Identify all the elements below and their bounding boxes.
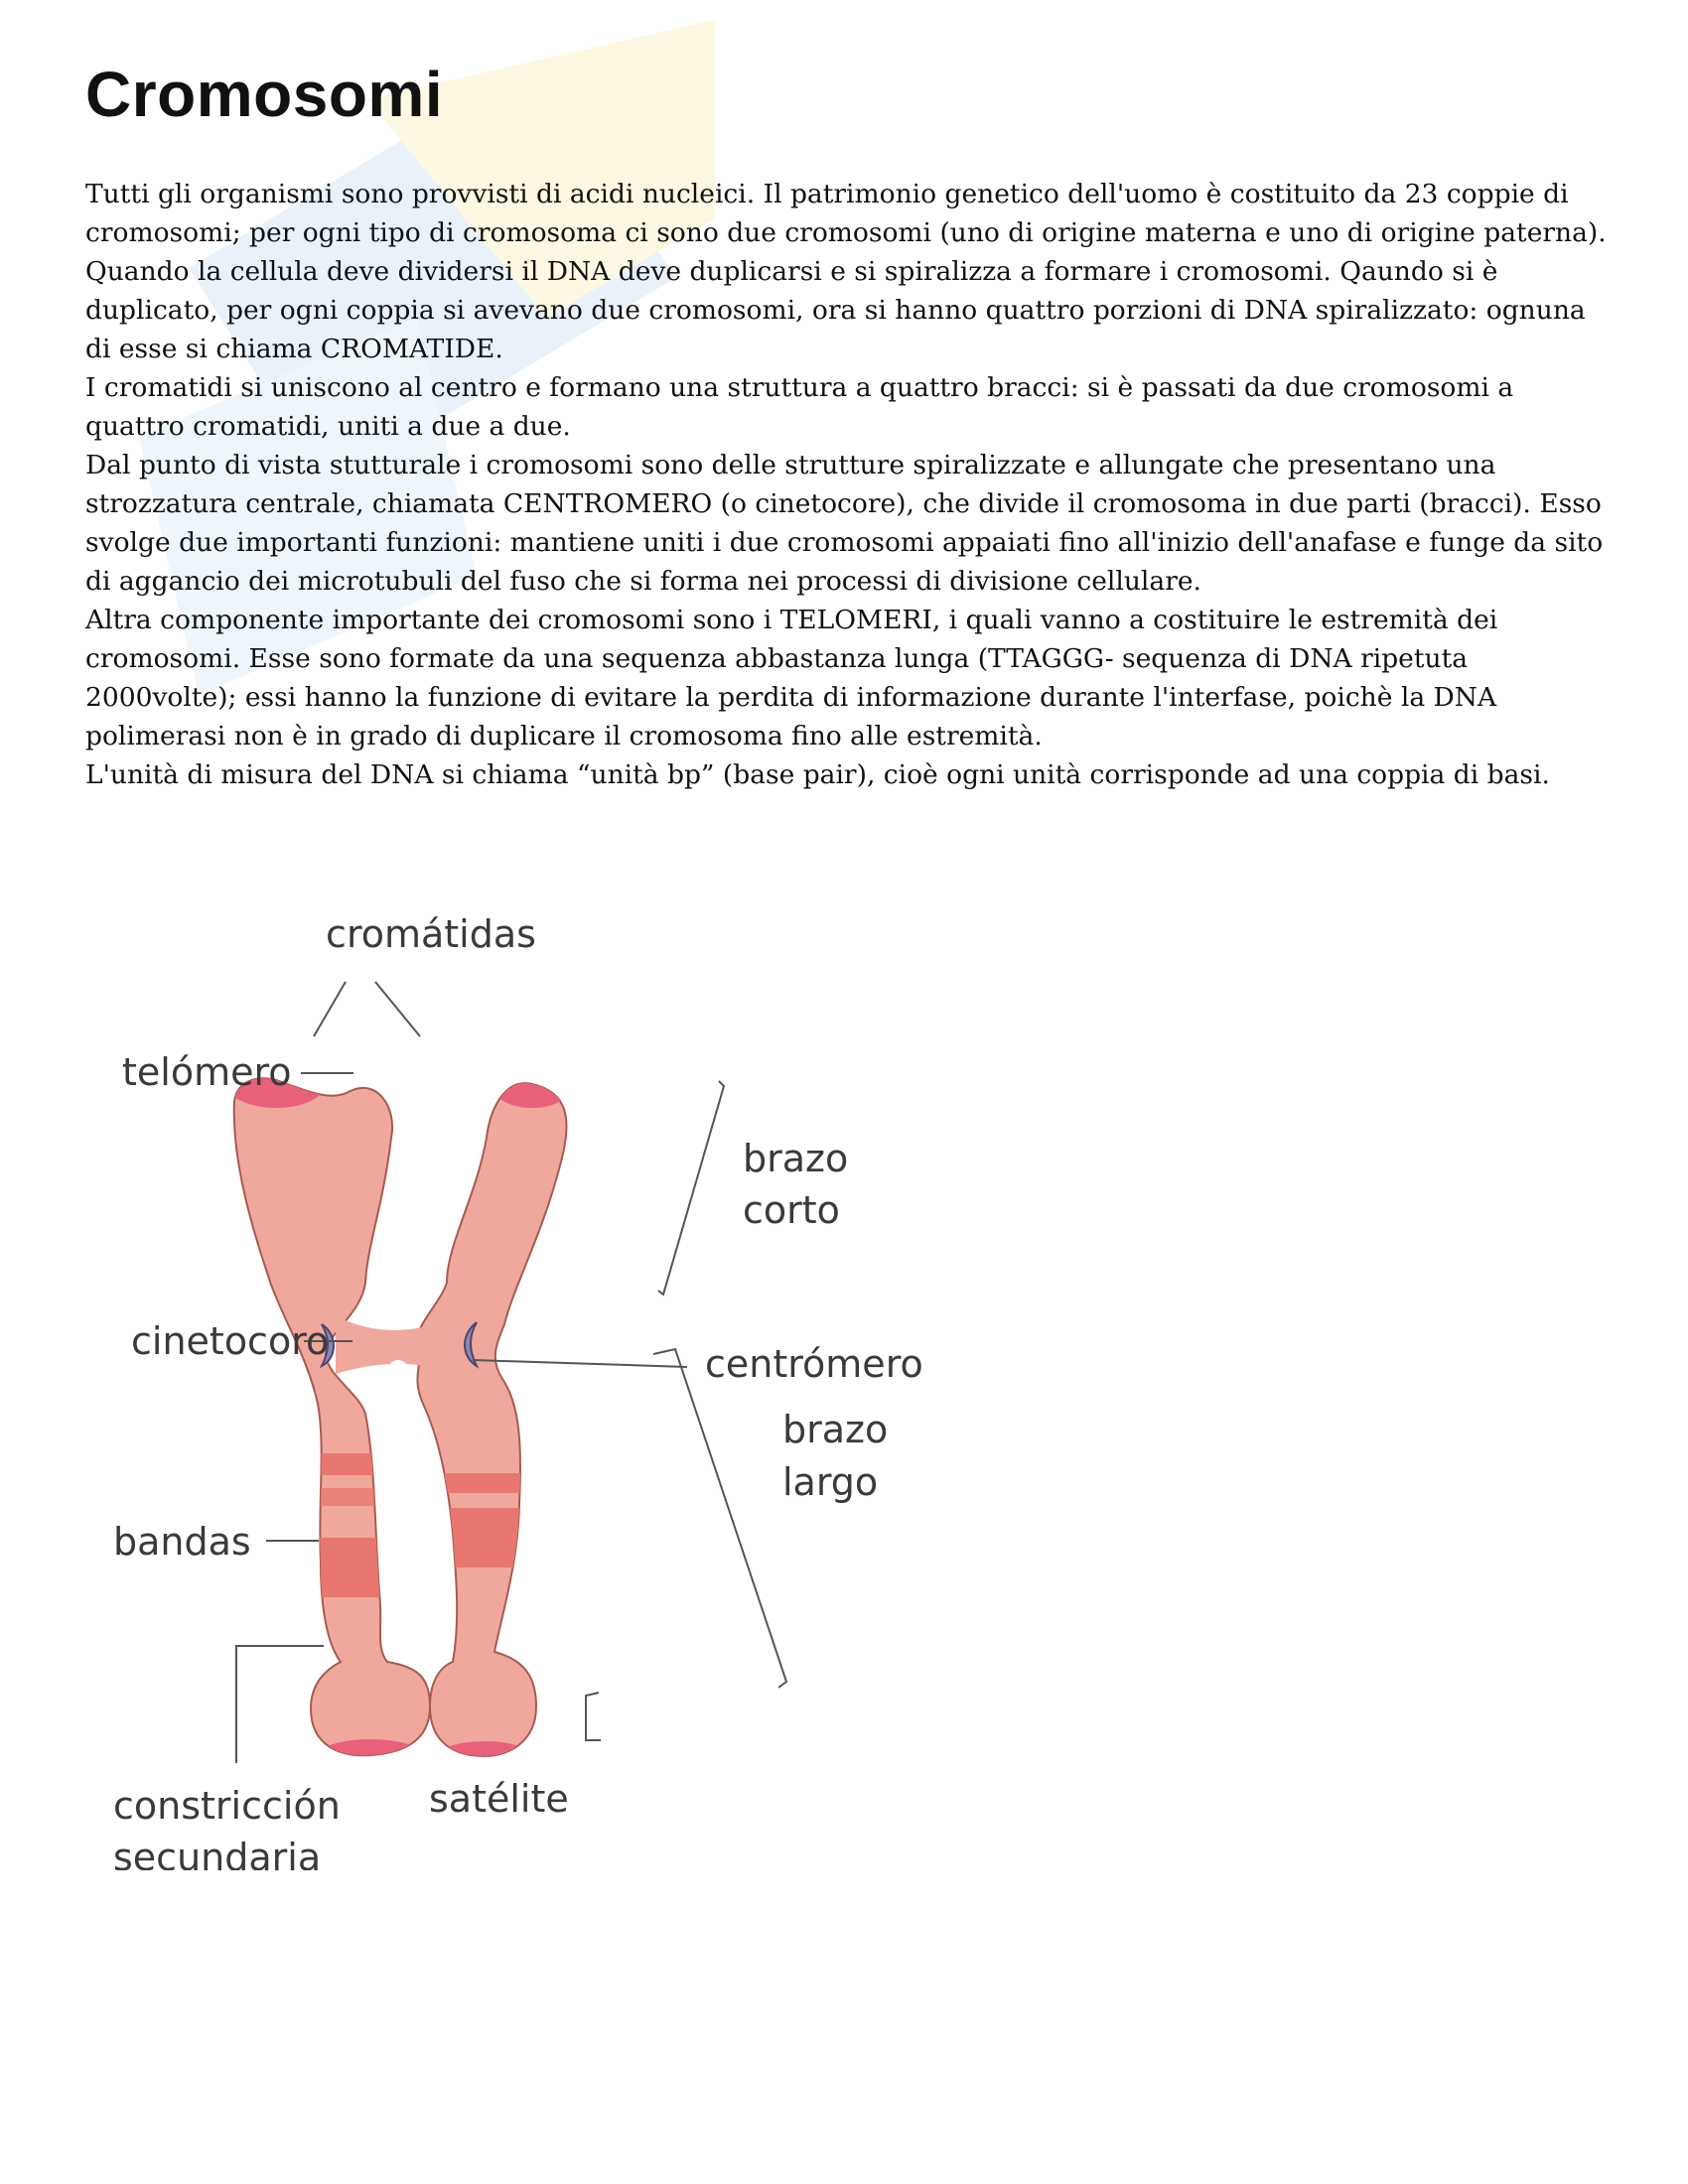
- label-bandas: bandas: [113, 1520, 251, 1564]
- leader-line: [314, 982, 346, 1036]
- label-constriccion: constricción: [113, 1784, 341, 1828]
- band: [207, 1488, 445, 1506]
- body-text: [85, 175, 1615, 794]
- paragraph: L'unità di misura del DNA si chiama “unità bp” (base pair), cioè ogni unità corrisponde ad una coppia di basi.: [85, 759, 1550, 790]
- label-brazo-largo-2: largo: [782, 1460, 879, 1504]
- band: [405, 1508, 564, 1568]
- label-telomero: telómero: [122, 1050, 292, 1094]
- band: [405, 1473, 564, 1493]
- band: [207, 1453, 445, 1475]
- bracket-brazo-largo: [653, 1349, 786, 1688]
- paragraph: Dal punto di vista stutturale i cromosomi sono delle strutture spiralizzate e allungate che presentano una strozzatura centrale, chiamata CENTROMERO (o cinetocore), che divide il cromosoma in due parti (bracci). Esso svolge due importanti funzioni: mantiene uniti i due cromosomi appaiati fino all'inizio dell'anafase e funge da sito di aggancio dei microtubuli del fuso che si forma nei processi di divisione cellulare.: [85, 450, 1604, 597]
- right-chromatid: [405, 1064, 572, 1785]
- label-satelite: satélite: [429, 1777, 569, 1821]
- chromosome-diagram: [87, 907, 941, 1870]
- paragraph: Quando la cellula deve dividersi il DNA deve duplicarsi e si spiralizza a formare i cromosomi. Qaundo si è duplicato, per ogni coppia si avevano due cromosomi, ora si hanno quattro porzioni di DNA spiralizzato: ognuna di esse si chiama CROMATIDE.: [85, 256, 1586, 364]
- right-chromatid-body: [417, 1083, 567, 1756]
- centromere-gap: [380, 1360, 416, 1428]
- label-brazo-corto: brazo: [743, 1137, 849, 1180]
- label-brazo-corto-2: corto: [743, 1188, 840, 1232]
- paragraph: Altra componente importante dei cromosomi sono i TELOMERI, i quali vanno a costituire le estremità dei cromosomi. Esse sono formate da una sequenza abbastanza lunga (TTAGGG- sequenza di DNA ripetuta 2000volte); essi hanno la funzione di evitare la perdita di informazione durante l'interfase, poichè la DNA polimerasi non è in grado di duplicare il cromosoma fino alle estremità.: [85, 605, 1498, 751]
- bracket-satelite: [586, 1693, 601, 1740]
- telomere-bottom-left: [311, 1739, 430, 1783]
- paragraph: I cromatidi si uniscono al centro e formano una struttura a quattro bracci: si è passati da due cromosomi a quattro cromatidi, uniti a due a due.: [85, 372, 1514, 442]
- leader-line: [375, 982, 420, 1036]
- label-cromatidas: cromátidas: [326, 912, 536, 956]
- label-centromero: centrómero: [705, 1342, 923, 1386]
- leader-line: [473, 1360, 687, 1367]
- left-chromatid: [207, 1064, 445, 1783]
- label-cinetocoro: cinetocoro: [131, 1319, 330, 1363]
- telomere-top-right: [492, 1064, 572, 1108]
- page-title: Cromosomi: [85, 59, 444, 130]
- label-constriccion-2: secundaria: [113, 1836, 322, 1870]
- bracket-brazo-corto: [658, 1081, 724, 1295]
- label-brazo-largo: brazo: [782, 1408, 889, 1451]
- paragraph: Tutti gli organismi sono provvisti di acidi nucleici. Il patrimonio genetico dell'uomo è costituito da 23 coppie di cromosomi; per ogni tipo di cromosoma ci sono due cromosomi (uno di origine materna e uno di origine paterna).: [85, 179, 1607, 248]
